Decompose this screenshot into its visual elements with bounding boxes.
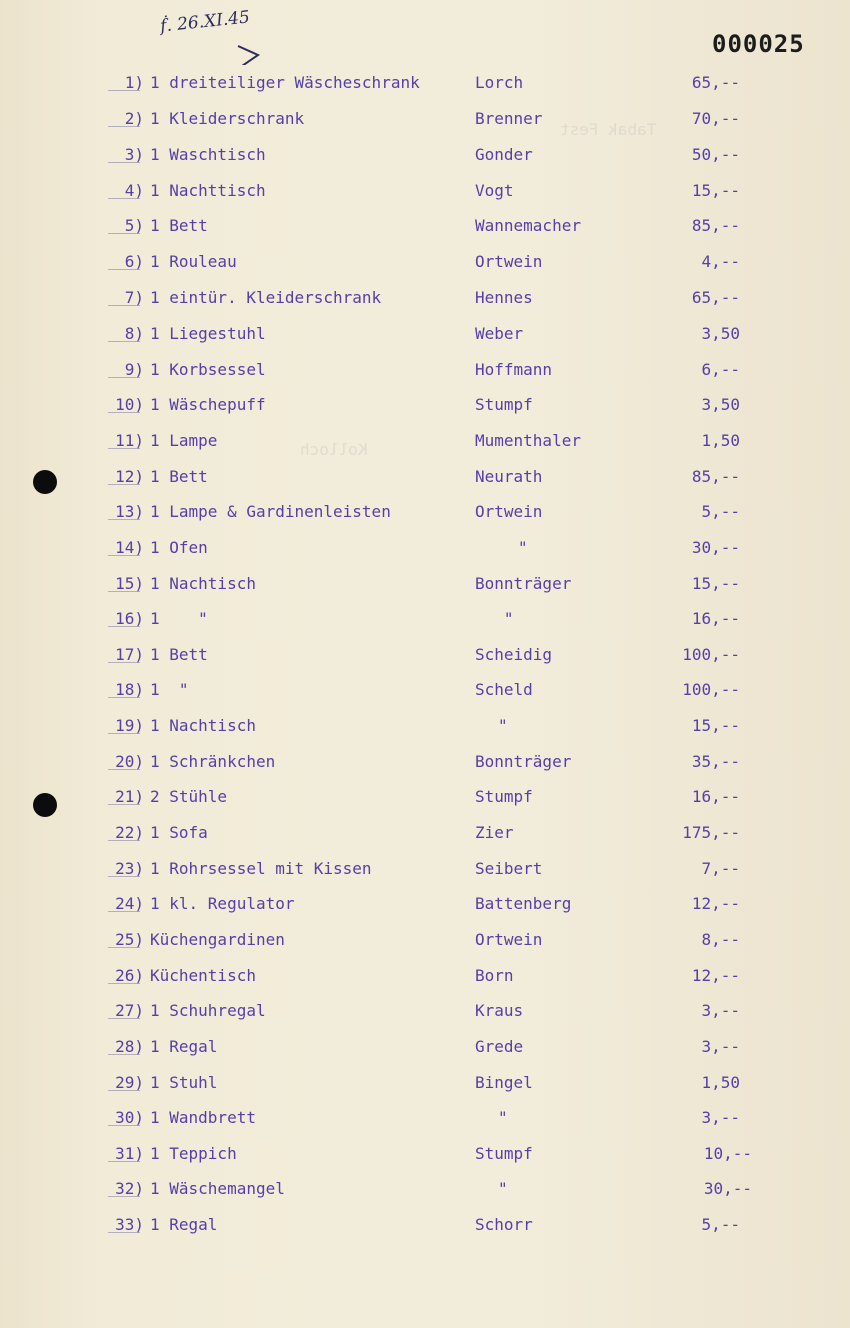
list-item (0, 429, 850, 453)
item-buyer: Ortwein (475, 252, 543, 271)
list-item (0, 107, 850, 131)
list-item (0, 964, 850, 988)
item-price: 85,-- (691, 467, 740, 486)
list-item (0, 1177, 850, 1201)
item-description: 1 Lampe (150, 431, 218, 450)
item-description: 1 Bett (150, 467, 208, 486)
item-buyer: " (498, 716, 508, 735)
item-description: 1 Nachtisch (150, 716, 256, 735)
list-item (0, 999, 850, 1023)
item-buyer: " (498, 1179, 508, 1198)
item-price: 10,-- (703, 1144, 752, 1163)
list-item (0, 821, 850, 845)
item-number: 24) (104, 892, 144, 916)
item-buyer: " (518, 538, 528, 557)
item-description: 1 Schränkchen (150, 752, 276, 771)
item-buyer: Grede (475, 1037, 524, 1056)
item-buyer: Hoffmann (475, 360, 553, 379)
item-price: 65,-- (691, 73, 740, 92)
item-price: 100,-- (682, 645, 740, 664)
item-price: 5,-- (701, 1215, 740, 1234)
item-number: 1) (104, 71, 144, 95)
item-price: 30,-- (703, 1179, 752, 1198)
item-buyer: Ortwein (475, 502, 543, 521)
item-description: 1 Bett (150, 216, 208, 235)
item-buyer: Brenner (475, 109, 543, 128)
item-description: 1 " (150, 609, 208, 628)
item-price: 70,-- (691, 109, 740, 128)
item-description: 1 Wandbrett (150, 1108, 256, 1127)
item-buyer: Scheld (475, 680, 533, 699)
item-buyer: Gonder (475, 145, 533, 164)
list-item (0, 393, 850, 417)
item-number: 11) (104, 429, 144, 453)
list-item (0, 1071, 850, 1095)
document-number: 000025 (712, 30, 805, 58)
item-price: 15,-- (691, 716, 740, 735)
item-description: 1 Liegestuhl (150, 324, 266, 343)
item-price: 50,-- (691, 145, 740, 164)
item-description: 1 " (150, 680, 189, 699)
item-price: 4,-- (701, 252, 740, 271)
item-buyer: Schorr (475, 1215, 533, 1234)
item-buyer: Bonnträger (475, 752, 572, 771)
annotation-stroke (160, 10, 280, 65)
item-description: 1 Waschtisch (150, 145, 266, 164)
list-item (0, 214, 850, 238)
item-buyer: " (475, 609, 514, 628)
item-number: 10) (104, 393, 144, 417)
item-number: 6) (104, 250, 144, 274)
item-price: 8,-- (701, 930, 740, 949)
item-description: 1 Wäschepuff (150, 395, 266, 414)
item-number: 18) (104, 678, 144, 702)
list-item (0, 857, 850, 881)
item-description: 1 Nachttisch (150, 181, 266, 200)
item-buyer: Scheidig (475, 645, 553, 664)
list-item (0, 785, 850, 809)
item-price: 1,50 (701, 431, 740, 450)
item-number: 30) (104, 1106, 144, 1130)
bleed-through-text: Kolloch (300, 440, 368, 459)
item-number: 25) (104, 928, 144, 952)
item-buyer: Zier (475, 823, 514, 842)
item-buyer: Stumpf (475, 395, 533, 414)
item-number: 23) (104, 857, 144, 881)
list-item (0, 536, 850, 560)
item-description: 1 Schuhregal (150, 1001, 266, 1020)
item-buyer: Stumpf (475, 787, 533, 806)
list-item (0, 322, 850, 346)
list-item (0, 928, 850, 952)
item-price: 16,-- (691, 609, 740, 628)
list-item (0, 143, 850, 167)
item-buyer: Wannemacher (475, 216, 581, 235)
item-price: 35,-- (691, 752, 740, 771)
item-description: 1 Lampe & Gardinenleisten (150, 502, 391, 521)
item-price: 30,-- (691, 538, 740, 557)
list-item (0, 572, 850, 596)
item-number: 21) (104, 785, 144, 809)
annotation-text: ḟ. 26.XI.45 (159, 7, 251, 37)
item-number: 20) (104, 750, 144, 774)
item-price: 3,50 (701, 395, 740, 414)
item-number: 2) (104, 107, 144, 131)
list-item (0, 1106, 850, 1130)
item-price: 12,-- (691, 894, 740, 913)
item-price: 7,-- (701, 859, 740, 878)
list-item (0, 465, 850, 489)
item-number: 17) (104, 643, 144, 667)
item-number: 32) (104, 1177, 144, 1201)
item-price: 15,-- (691, 181, 740, 200)
item-buyer: Battenberg (475, 894, 572, 913)
item-number: 8) (104, 322, 144, 346)
item-price: 175,-- (682, 823, 740, 842)
item-description: 1 dreiteiliger Wäscheschrank (150, 73, 420, 92)
item-buyer: Neurath (475, 467, 543, 486)
item-description: 1 Rohrsessel mit Kissen (150, 859, 372, 878)
item-description: 1 eintür. Kleiderschrank (150, 288, 382, 307)
item-description: 1 Teppich (150, 1144, 237, 1163)
item-price: 12,-- (691, 966, 740, 985)
item-price: 16,-- (691, 787, 740, 806)
item-price: 6,-- (701, 360, 740, 379)
item-price: 65,-- (691, 288, 740, 307)
list-item (0, 892, 850, 916)
item-number: 22) (104, 821, 144, 845)
item-description: 2 Stühle (150, 787, 228, 806)
item-price: 85,-- (691, 216, 740, 235)
item-buyer: Vogt (475, 181, 514, 200)
item-description: Küchengardinen (150, 930, 285, 949)
list-item (0, 714, 850, 738)
item-price: 3,-- (701, 1108, 740, 1127)
list-item (0, 71, 850, 95)
list-item (0, 1035, 850, 1059)
item-description: Küchentisch (150, 966, 256, 985)
item-buyer: Seibert (475, 859, 543, 878)
handwritten-annotation (159, 7, 280, 65)
item-number: 29) (104, 1071, 144, 1095)
item-description: 1 Ofen (150, 538, 208, 557)
item-price: 3,-- (701, 1001, 740, 1020)
item-number: 28) (104, 1035, 144, 1059)
list-item (0, 179, 850, 203)
list-item (0, 250, 850, 274)
list-item (0, 1142, 850, 1166)
list-item (0, 358, 850, 382)
item-buyer: Lorch (475, 73, 524, 92)
item-description: 1 Nachtisch (150, 574, 256, 593)
list-item (0, 286, 850, 310)
item-number: 12) (104, 465, 144, 489)
item-number: 13) (104, 500, 144, 524)
item-description: 1 Wäschemangel (150, 1179, 285, 1198)
item-description: 1 Kleiderschrank (150, 109, 305, 128)
item-buyer: Ortwein (475, 930, 543, 949)
item-number: 3) (104, 143, 144, 167)
item-buyer: Hennes (475, 288, 533, 307)
item-number: 31) (104, 1142, 144, 1166)
item-description: 1 Regal (150, 1037, 218, 1056)
item-price: 100,-- (682, 680, 740, 699)
item-buyer: Bingel (475, 1073, 533, 1092)
item-number: 5) (104, 214, 144, 238)
item-price: 15,-- (691, 574, 740, 593)
item-price: 5,-- (701, 502, 740, 521)
list-item (0, 607, 850, 631)
list-item (0, 643, 850, 667)
item-buyer: Born (475, 966, 514, 985)
item-buyer: Weber (475, 324, 524, 343)
item-price: 3,50 (701, 324, 740, 343)
item-number: 33) (104, 1213, 144, 1237)
item-price: 3,-- (701, 1037, 740, 1056)
list-item (0, 750, 850, 774)
item-number: 14) (104, 536, 144, 560)
item-number: 27) (104, 999, 144, 1023)
item-buyer: Bonnträger (475, 574, 572, 593)
item-number: 19) (104, 714, 144, 738)
item-buyer: Kraus (475, 1001, 524, 1020)
item-description: 1 Sofa (150, 823, 208, 842)
item-description: 1 Stuhl (150, 1073, 218, 1092)
item-number: 15) (104, 572, 144, 596)
item-buyer: Stumpf (475, 1144, 533, 1163)
item-number: 4) (104, 179, 144, 203)
list-item (0, 678, 850, 702)
item-description: 1 Bett (150, 645, 208, 664)
item-number: 7) (104, 286, 144, 310)
item-description: 1 Regal (150, 1215, 218, 1234)
item-description: 1 Korbsessel (150, 360, 266, 379)
bleed-through-text: Tabak Fest (560, 120, 657, 139)
list-item (0, 500, 850, 524)
item-number: 16) (104, 607, 144, 631)
item-buyer: " (498, 1108, 508, 1127)
item-description: 1 kl. Regulator (150, 894, 295, 913)
item-description: 1 Rouleau (150, 252, 237, 271)
item-price: 1,50 (701, 1073, 740, 1092)
list-item (0, 1213, 850, 1237)
item-number: 26) (104, 964, 144, 988)
item-number: 9) (104, 358, 144, 382)
item-buyer: Mumenthaler (475, 431, 581, 450)
